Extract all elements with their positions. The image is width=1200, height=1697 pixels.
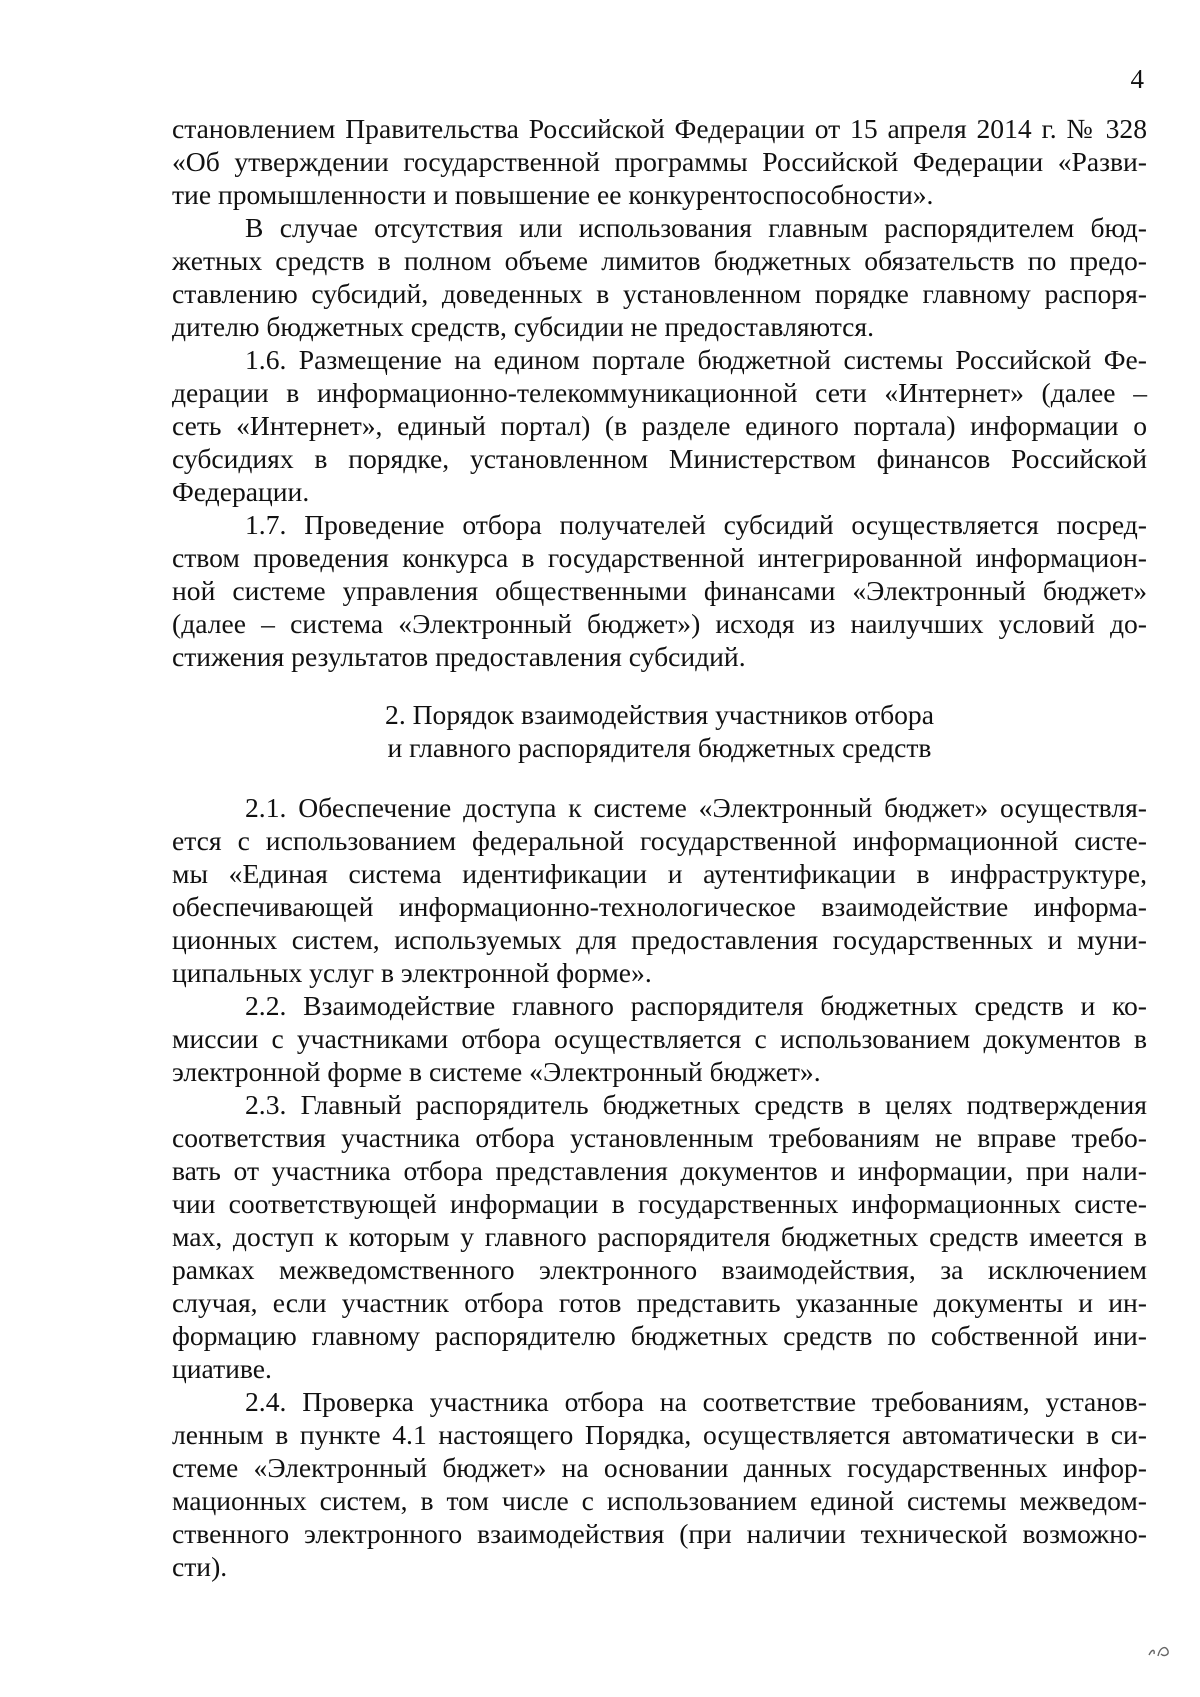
text-line: 2.1. Обеспечение доступа к системе «Электронный бюджет» осуществля- xyxy=(245,792,1147,823)
text-line: формацию главному распорядителю бюджетных средств по собственной ини- xyxy=(172,1320,1147,1351)
text-line: соответствия участника отбора установленным требованиям не вправе требо- xyxy=(172,1122,1147,1153)
text-line: мационных систем, в том числе с использованием единой системы межведом- xyxy=(172,1485,1147,1516)
text-line: случая, если участник отбора готов представить указанные документы и ин- xyxy=(172,1287,1147,1318)
text-line: чии соответствующей информации в государственных информационных систе- xyxy=(172,1188,1147,1219)
text-line: 1.6. Размещение на едином портале бюджетной системы Российской Фе- xyxy=(245,344,1147,375)
text-line: ной системе управления общественными финансами «Электронный бюджет» xyxy=(172,575,1147,606)
text-line: стеме «Электронный бюджет» на основании данных государственных инфор- xyxy=(172,1452,1147,1483)
text-line: субсидиях в порядке, установленном Министерством финансов Российской xyxy=(172,443,1147,474)
text-line: Федерации. xyxy=(172,476,310,507)
scan-mark-icon xyxy=(1146,1639,1172,1667)
text-line: ционных систем, используемых для предоставления государственных и муни- xyxy=(172,924,1147,955)
text-line: циативе. xyxy=(172,1353,272,1384)
text-line: становлением Правительства Российской Федерации от 15 апреля 2014 г. № 328 xyxy=(172,113,1147,144)
text-line: 2.3. Главный распорядитель бюджетных средств в целях подтверждения xyxy=(245,1089,1147,1120)
text-line: (далее – система «Электронный бюджет») исходя из наилучших условий до- xyxy=(172,608,1147,639)
text-line: В случае отсутствия или использования главным распорядителем бюд- xyxy=(245,212,1147,243)
text-line: миссии с участниками отбора осуществляется с использованием документов в xyxy=(172,1023,1147,1054)
text-line: сеть «Интернет», единый портал) (в разделе единого портала) информации о xyxy=(172,410,1147,441)
text-line: 2.4. Проверка участника отбора на соответствие требованиям, установ- xyxy=(245,1386,1147,1417)
text-line: рамках межведомственного электронного взаимодействия, за исключением xyxy=(172,1254,1147,1285)
section-heading: 2. Порядок взаимодействия участников отбора xyxy=(385,699,934,730)
text-line: мах, доступ к которым у главного распорядителя бюджетных средств имеется в xyxy=(172,1221,1147,1252)
text-line: дителю бюджетных средств, субсидии не предоставляются. xyxy=(172,311,875,342)
text-line: ственного электронного взаимодействия (при наличии технической возможно- xyxy=(172,1518,1147,1549)
text-line: ется с использованием федеральной государственной информационной систе- xyxy=(172,825,1147,856)
text-line: сти). xyxy=(172,1551,228,1582)
page-number: 4 xyxy=(1130,64,1144,94)
text-line: электронной форме в системе «Электронный бюджет». xyxy=(172,1056,821,1087)
text-line: 2.2. Взаимодействие главного распорядителя бюджетных средств и ко- xyxy=(245,990,1147,1021)
text-line: ством проведения конкурса в государственной интегрированной информацион- xyxy=(172,542,1147,573)
section-heading: и главного распорядителя бюджетных средств xyxy=(387,732,932,763)
text-line: «Об утверждении государственной программы Российской Федерации «Разви- xyxy=(172,146,1147,177)
text-line: стижения результатов предоставления субсидий. xyxy=(172,641,746,672)
document-body xyxy=(172,112,1147,1583)
text-line: тие промышленности и повышение ее конкурентоспособности». xyxy=(172,179,934,210)
text-line: обеспечивающей информационно-технологическое взаимодействие информа- xyxy=(172,891,1147,922)
text-line: жетных средств в полном объеме лимитов бюджетных обязательств по предо- xyxy=(172,245,1147,276)
text-line: дерации в информационно-телекоммуникационной сети «Интернет» (далее – xyxy=(172,377,1147,408)
text-line: ленным в пункте 4.1 настоящего Порядка, осуществляется автоматически в си- xyxy=(172,1419,1147,1450)
text-line: ципальных услуг в электронной форме». xyxy=(172,957,652,988)
text-line: 1.7. Проведение отбора получателей субсидий осуществляется посред- xyxy=(245,509,1147,540)
text-line: вать от участника отбора представления документов и информации, при нали- xyxy=(172,1155,1147,1186)
text-line: ставлению субсидий, доведенных в установленном порядке главному распоря- xyxy=(172,278,1147,309)
text-line: мы «Единая система идентификации и аутентификации в инфраструктуре, xyxy=(172,858,1147,889)
